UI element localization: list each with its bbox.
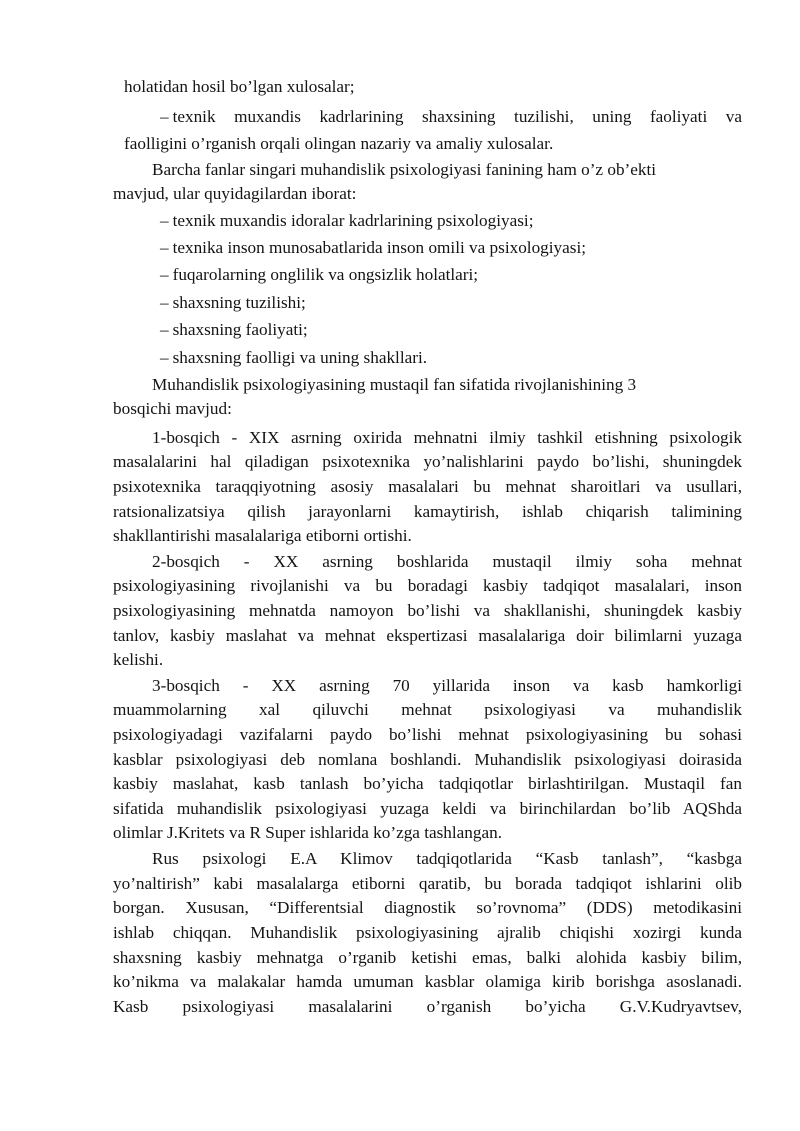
text-line: shaxsning kasbiy mehnatga o’rganib ketishi emas, balki alohida kasbiy bilim, xyxy=(113,948,742,967)
list-item-text: shaxsning faolligi va uning shakllari. xyxy=(172,348,428,367)
text-line: sifatida muhandislik psixologiyasi yuzaga keldi va birinchilardan bo’lib AQShda xyxy=(113,799,742,818)
text-line: psixologiyasining mehnatda namoyon bo’lishi va shakllanishi, shuningdek kasbiy xyxy=(113,601,742,620)
paragraph-start: Muhandislik psixologiyasining mustaqil fan sifatida rivojlanishining 3 xyxy=(152,375,637,394)
paragraph-start: Barcha fanlar singari muhandislik psixologiyasi fanining ham o’z ob’ekti xyxy=(152,160,657,179)
paragraph-start: Rus psixologi E.A Klimov tadqiqotlarida “Kasb tanlash”, “kasbga xyxy=(152,849,742,868)
text-line: olimlar J.Kritets va R Super ishlarida ko’zga tashlangan. xyxy=(113,823,503,842)
list-item xyxy=(160,104,742,129)
list-item xyxy=(160,290,306,315)
text-line: kasbiy maslahat, kasb tanlash bo’yicha tadqiqotlar birlashtirilgan. Mustaqil fan xyxy=(113,774,742,793)
text-line: masalalarini hal qiladigan psixotexnika yo’nalishlarini paydo bo’lishi, shuningdek xyxy=(113,452,742,471)
list-item xyxy=(160,317,308,342)
text-line: shakllantirishi masalalariga etiborni ortishi. xyxy=(113,526,412,545)
list-item xyxy=(160,262,478,287)
dash-bullet: – xyxy=(160,293,169,312)
text-line: yo’naltirish” kabi masalalarga etiborni qaratib, bu borada tadqiqot ishlarini olib xyxy=(113,874,742,893)
text-line: faolligini o’rganish orqali olingan nazariy va amaliy xulosalar. xyxy=(124,134,554,153)
text-line: borgan. Xususan, “Differentsial diagnostik so’rovnoma” (DDS) metodikasini xyxy=(113,898,742,917)
text-line: muammolarning xal qiluvchi mehnat psixologiyasi va muhandislik xyxy=(113,700,742,719)
dash-bullet: – xyxy=(160,265,169,284)
text-line: psixotexnika taraqqiyotning asosiy masalalari bu mehnat sharoitlari va usullari, xyxy=(113,477,742,496)
text-line: psixologiyasining rivojlanishi va bu boradagi kasbiy tadqiqot masalalari, inson xyxy=(113,576,742,595)
text-line: Kasb psixologiyasi masalalarini o’rganish bo’yicha G.V.Kudryavtsev, xyxy=(113,997,742,1016)
dash-bullet: – xyxy=(160,320,169,339)
dash-bullet: – xyxy=(160,238,169,257)
text-line: holatidan hosil bo’lgan xulosalar; xyxy=(124,77,355,96)
list-item xyxy=(160,235,586,260)
list-item-text: texnik muxandis kadrlarining shaxsining tuzilishi, uning faoliyati va xyxy=(172,107,742,126)
list-item-text: texnika inson munosabatlarida inson omili va psixologiyasi; xyxy=(172,238,587,257)
list-item-text: texnik muxandis idoralar kadrlarining psixologiyasi; xyxy=(172,211,534,230)
text-line: kasblar psixologiyasi deb nomlana boshlandi. Muhandislik psixologiyasi doirasida xyxy=(113,750,742,769)
text-line: tanlov, kasbiy maslahat va mehnat ekspertizasi masalalariga doir bilimlarni yuzaga xyxy=(113,626,742,645)
text-line: ko’nikma va malakalar hamda umuman kasblar olamiga kirib borishga asoslanadi. xyxy=(113,972,742,991)
text-line: mavjud, ular quyidagilardan iborat: xyxy=(113,184,357,203)
list-item-text: fuqarolarning onglilik va ongsizlik holatlari; xyxy=(172,265,479,284)
text-line: kelishi. xyxy=(113,650,164,669)
list-item xyxy=(160,345,427,370)
list-item xyxy=(160,208,533,233)
paragraph-start: 2-bosqich - XX asrning boshlarida mustaqil ilmiy soha mehnat xyxy=(152,552,742,571)
dash-bullet: – xyxy=(160,348,169,367)
text-line: bosqichi mavjud: xyxy=(113,399,232,418)
text-line: ratsionalizatsiya qilish jarayonlarni kamaytirish, ishlab chiqarish talimining xyxy=(113,502,742,521)
dash-bullet: – xyxy=(160,107,169,126)
text-line: psixologiyadagi vazifalarni paydo bo’lishi mehnat psixologiyasining bu sohasi xyxy=(113,725,742,744)
paragraph-start: 1-bosqich - XIX asrning oxirida mehnatni ilmiy tashkil etishning psixologik xyxy=(152,428,742,447)
list-item-text: shaxsning tuzilishi; xyxy=(172,293,306,312)
paragraph-start: 3-bosqich - XX asrning 70 yillarida inson va kasb hamkorligi xyxy=(152,676,742,695)
list-item-text: shaxsning faoliyati; xyxy=(172,320,308,339)
text-line: ishlab chiqqan. Muhandislik psixologiyasining ajralib chiqishi xozirgi kunda xyxy=(113,923,742,942)
dash-bullet: – xyxy=(160,211,169,230)
